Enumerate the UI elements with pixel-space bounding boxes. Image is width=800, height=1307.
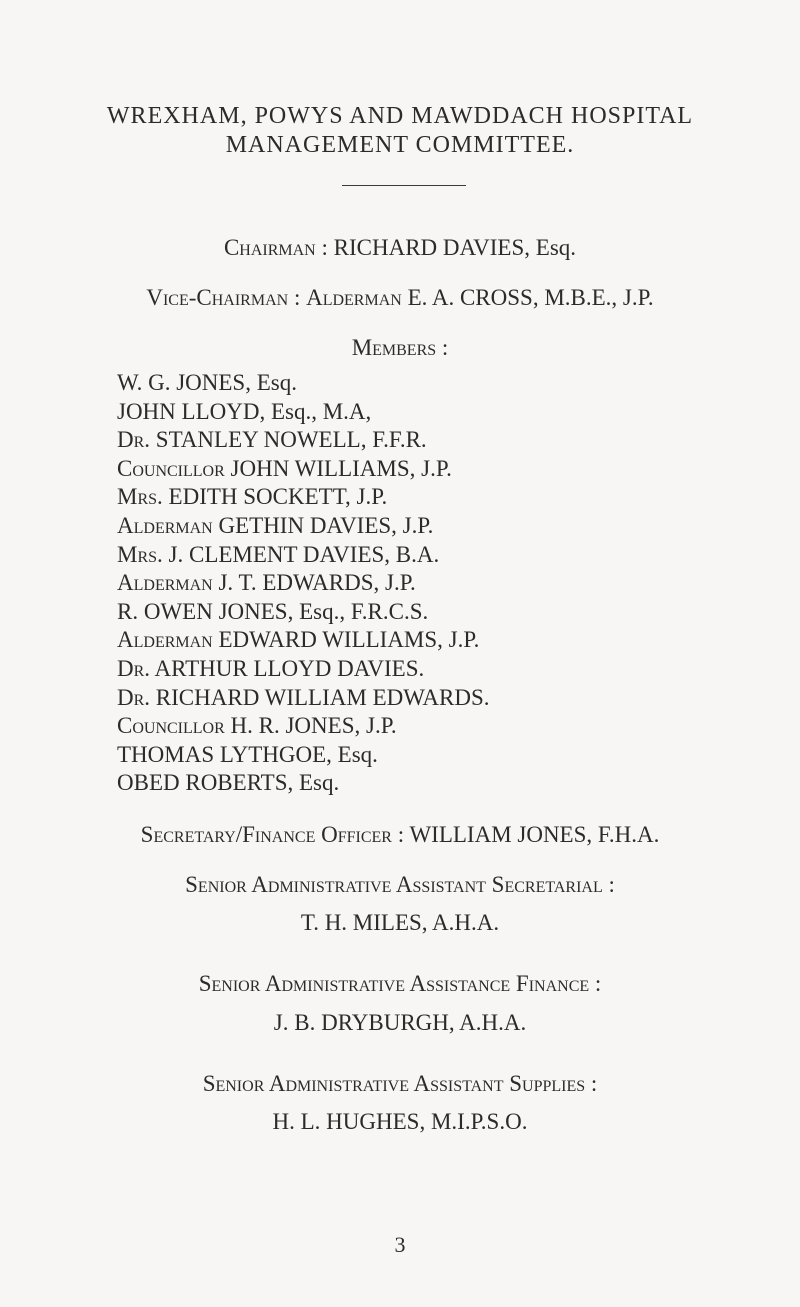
member-row	[117, 541, 439, 569]
member-name: RICHARD WILLIAM EDWARDS.	[155, 684, 490, 710]
chairman-name: RICHARD DAVIES, Esq.	[333, 235, 577, 260]
member-name: OBED ROBERTS, Esq.	[117, 770, 340, 796]
supplies-name: H. L. HUGHES, M.I.P.S.O.	[272, 1109, 528, 1134]
divider-rule	[342, 185, 466, 186]
member-title: Dr.	[117, 656, 151, 681]
member-name: R. OWEN JONES, Esq., F.R.C.S.	[117, 598, 429, 624]
member-row	[117, 398, 371, 426]
member-row	[117, 655, 424, 683]
member-title: Dr.	[117, 427, 151, 453]
chairman-line	[0, 234, 800, 262]
member-name: ARTHUR LLOYD DAVIES.	[154, 656, 425, 681]
member-row	[117, 569, 416, 597]
member-name: GETHIN DAVIES, J.P.	[218, 513, 434, 538]
member-title: Mrs.	[117, 484, 163, 510]
title-line-2: MANAGEMENT COMMITTEE.	[225, 132, 575, 158]
member-row	[117, 455, 452, 483]
member-row	[117, 684, 490, 712]
member-name: J. CLEMENT DAVIES, B.A.	[168, 541, 440, 567]
member-title: Alderman	[117, 513, 213, 538]
member-title: Mrs.	[117, 541, 163, 567]
vice-chairman-name: E. A. CROSS, M.B.E., J.P.	[407, 285, 654, 310]
page-number: 3	[394, 1232, 406, 1257]
member-row	[117, 483, 387, 511]
member-name: EDWARD WILLIAMS, J.P.	[218, 627, 480, 653]
member-title: Councillor	[117, 455, 225, 481]
member-row	[117, 512, 433, 540]
secretary-line	[0, 821, 800, 849]
member-name: J. T. EDWARDS, J.P.	[218, 570, 416, 596]
member-row	[117, 426, 427, 454]
member-name: JOHN LLOYD, Esq., M.A,	[117, 398, 372, 424]
member-title: Alderman	[117, 627, 213, 653]
secretary-label: Secretary/Finance Officer :	[140, 822, 405, 847]
secretary-name: WILLIAM JONES, F.H.A.	[409, 822, 660, 847]
supplies-label: Senior Administrative Assistant Supplies :	[202, 1071, 598, 1096]
finance-label: Senior Administrative Assistance Finance :	[198, 971, 602, 996]
member-name: THOMAS LYTHGOE, Esq.	[117, 741, 378, 767]
member-row	[117, 712, 397, 740]
secretarial-label: Senior Administrative Assistant Secretarial :	[185, 872, 615, 897]
member-title: Dr.	[117, 684, 151, 710]
secretarial-name: T. H. MILES, A.H.A.	[300, 910, 500, 935]
member-row	[117, 369, 297, 397]
title-line-1: WREXHAM, POWYS AND MAWDDACH HOSPITAL	[106, 103, 694, 129]
member-name: EDITH SOCKETT, J.P.	[168, 484, 388, 510]
member-row	[117, 626, 479, 654]
member-title: Councillor	[117, 713, 225, 739]
member-name: H. R. JONES, J.P.	[230, 713, 397, 739]
vice-chairman-line	[0, 284, 800, 312]
chairman-label: Chairman :	[223, 235, 328, 260]
members-heading: Members :	[351, 335, 449, 360]
member-name: W. G. JONES, Esq.	[117, 370, 297, 395]
member-title: Alderman	[117, 570, 213, 596]
member-row	[117, 598, 428, 626]
member-row	[117, 769, 339, 797]
finance-name: J. B. DRYBURGH, A.H.A.	[273, 1010, 527, 1035]
member-name: STANLEY NOWELL, F.F.R.	[155, 427, 427, 453]
member-row	[117, 741, 378, 769]
vice-chairman-title: Alderman	[306, 285, 402, 310]
member-name: JOHN WILLIAMS, J.P.	[230, 455, 452, 481]
vice-chairman-label: Vice-Chairman :	[146, 285, 301, 310]
